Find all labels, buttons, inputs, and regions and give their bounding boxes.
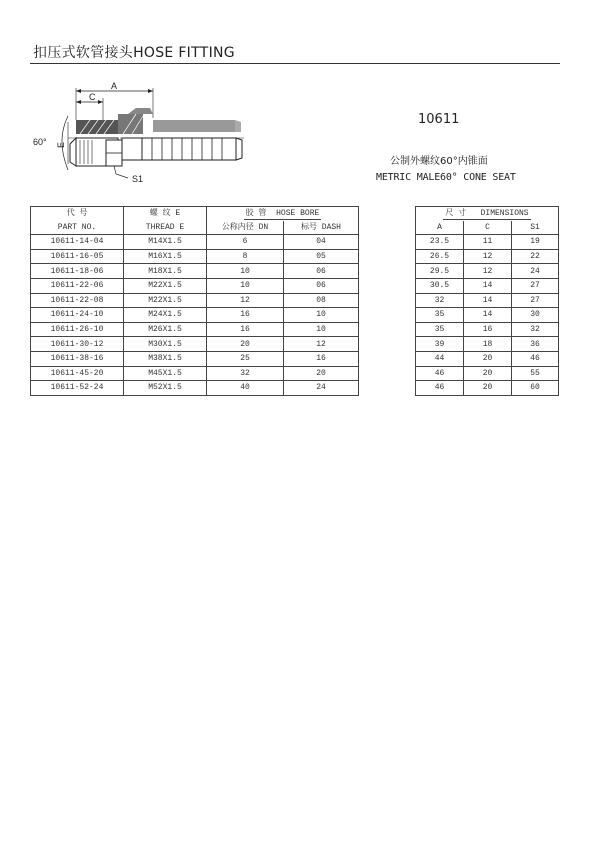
cell-part: 10611-26-10 <box>31 322 124 337</box>
table-row <box>31 308 559 323</box>
cell-thread: M22X1.5 <box>124 278 207 293</box>
row-spacer <box>359 235 416 250</box>
row-spacer <box>359 308 416 323</box>
dimension-a-label: A <box>111 81 118 91</box>
cell-c: 20 <box>464 366 512 381</box>
col-header-s1: S1 <box>512 221 559 235</box>
cell-a: 39 <box>416 337 464 352</box>
cell-thread: M38X1.5 <box>124 351 207 366</box>
cell-part: 10611-24-10 <box>31 308 124 323</box>
col-header-c: C <box>464 221 512 235</box>
cell-c: 14 <box>464 308 512 323</box>
fitting-drawing <box>28 78 258 188</box>
dim-label-en: DIMENSIONS <box>480 209 529 219</box>
cell-c: 12 <box>464 264 512 279</box>
cell-thread: M26X1.5 <box>124 322 207 337</box>
cell-s1: 24 <box>512 264 559 279</box>
table-row <box>31 381 559 396</box>
cell-s1: 19 <box>512 235 559 250</box>
col-header-dimensions <box>416 207 559 221</box>
cell-dn: 16 <box>207 322 284 337</box>
cell-a: 44 <box>416 351 464 366</box>
cell-a: 35 <box>416 308 464 323</box>
table-row <box>31 337 559 352</box>
cell-a: 26.5 <box>416 249 464 264</box>
cell-part: 10611-45-20 <box>31 366 124 381</box>
cell-c: 14 <box>464 293 512 308</box>
cell-a: 46 <box>416 381 464 396</box>
page-title: 扣压式软管接头HOSE FITTING <box>33 45 235 61</box>
table-row <box>31 293 559 308</box>
row-spacer <box>359 351 416 366</box>
cell-c: 14 <box>464 278 512 293</box>
cell-dn: 16 <box>207 308 284 323</box>
cell-a: 23.5 <box>416 235 464 250</box>
cell-c: 16 <box>464 322 512 337</box>
cell-thread: M18X1.5 <box>124 264 207 279</box>
cell-dn: 25 <box>207 351 284 366</box>
col-header-thread-cn: 螺 纹 E <box>124 207 207 221</box>
cell-dn: 32 <box>207 366 284 381</box>
col-header-part-cn: 代 号 <box>31 207 124 221</box>
table-row <box>31 322 559 337</box>
cell-part: 10611-52-24 <box>31 381 124 396</box>
hose-label-en: HOSE BORE <box>276 209 320 219</box>
cell-part: 10611-16-05 <box>31 249 124 264</box>
fitting-nut-section <box>76 120 118 134</box>
cell-dn: 10 <box>207 278 284 293</box>
cell-part: 10611-38-16 <box>31 351 124 366</box>
cell-dash: 12 <box>284 337 359 352</box>
cell-dash: 08 <box>284 293 359 308</box>
col-header-thread-en: THREAD E <box>124 221 207 235</box>
cell-thread: M24X1.5 <box>124 308 207 323</box>
cell-s1: 32 <box>512 322 559 337</box>
cell-thread: M16X1.5 <box>124 249 207 264</box>
cell-thread: M30X1.5 <box>124 337 207 352</box>
row-spacer <box>359 278 416 293</box>
cell-s1: 36 <box>512 337 559 352</box>
dim-label-cn: 尺 寸 <box>445 209 467 219</box>
cell-dash: 20 <box>284 366 359 381</box>
cell-dash: 10 <box>284 322 359 337</box>
row-spacer <box>359 322 416 337</box>
cell-part: 10611-22-08 <box>31 293 124 308</box>
hose-label-cn: 胶 管 <box>245 209 267 219</box>
row-spacer <box>359 366 416 381</box>
specification-rows <box>31 235 559 396</box>
dimension-s1-label: S1 <box>132 174 144 184</box>
col-header-part-en: PART NO. <box>31 221 124 235</box>
cell-s1: 27 <box>512 278 559 293</box>
product-description-en: METRIC MALE60° CONE SEAT <box>376 172 516 183</box>
table-row <box>31 249 559 264</box>
cell-c: 20 <box>464 381 512 396</box>
cell-dn: 10 <box>207 264 284 279</box>
table-row <box>31 278 559 293</box>
row-spacer <box>359 293 416 308</box>
cell-a: 32 <box>416 293 464 308</box>
specification-table <box>30 206 559 396</box>
cell-s1: 55 <box>512 366 559 381</box>
cell-thread: M22X1.5 <box>124 293 207 308</box>
cell-s1: 60 <box>512 381 559 396</box>
row-spacer <box>359 381 416 396</box>
dimension-c-label: C <box>89 92 96 102</box>
cell-c: 11 <box>464 235 512 250</box>
cell-part: 10611-30-12 <box>31 337 124 352</box>
row-spacer <box>359 264 416 279</box>
cell-dn: 40 <box>207 381 284 396</box>
cell-dash: 24 <box>284 381 359 396</box>
cell-dash: 16 <box>284 351 359 366</box>
cell-dash: 05 <box>284 249 359 264</box>
cell-dash: 06 <box>284 278 359 293</box>
row-spacer <box>359 337 416 352</box>
table-row <box>31 366 559 381</box>
table-row <box>31 264 559 279</box>
cell-a: 46 <box>416 366 464 381</box>
cell-c: 12 <box>464 249 512 264</box>
cell-s1: 30 <box>512 308 559 323</box>
cell-dash: 10 <box>284 308 359 323</box>
cell-dash: 04 <box>284 235 359 250</box>
cell-dn: 8 <box>207 249 284 264</box>
title-divider <box>30 63 560 64</box>
col-header-dash: 标号 DASH <box>284 221 359 235</box>
cell-s1: 27 <box>512 293 559 308</box>
cell-thread: M45X1.5 <box>124 366 207 381</box>
cell-dash: 06 <box>284 264 359 279</box>
dimension-e-label: E <box>56 141 66 148</box>
angle-label: 60° <box>33 137 47 147</box>
product-description-cn: 公制外螺纹60°内锥面 <box>390 156 488 167</box>
row-spacer <box>359 249 416 264</box>
cell-s1: 22 <box>512 249 559 264</box>
cell-c: 18 <box>464 337 512 352</box>
col-spacer <box>359 207 416 221</box>
table-row <box>31 351 559 366</box>
product-code: 10611 <box>418 112 460 127</box>
cell-part: 10611-18-06 <box>31 264 124 279</box>
cell-thread: M52X1.5 <box>124 381 207 396</box>
cell-a: 30.5 <box>416 278 464 293</box>
cell-a: 35 <box>416 322 464 337</box>
cell-dn: 20 <box>207 337 284 352</box>
cell-s1: 46 <box>512 351 559 366</box>
cell-thread: M14X1.5 <box>124 235 207 250</box>
col-header-a: A <box>416 221 464 235</box>
col-header-dn: 公称内径 DN <box>207 221 284 235</box>
cell-dn: 12 <box>207 293 284 308</box>
cell-c: 20 <box>464 351 512 366</box>
cell-part: 10611-22-06 <box>31 278 124 293</box>
cell-part: 10611-14-04 <box>31 235 124 250</box>
cell-a: 29.5 <box>416 264 464 279</box>
cell-dn: 6 <box>207 235 284 250</box>
col-header-hose <box>207 207 359 221</box>
table-row <box>31 235 559 250</box>
